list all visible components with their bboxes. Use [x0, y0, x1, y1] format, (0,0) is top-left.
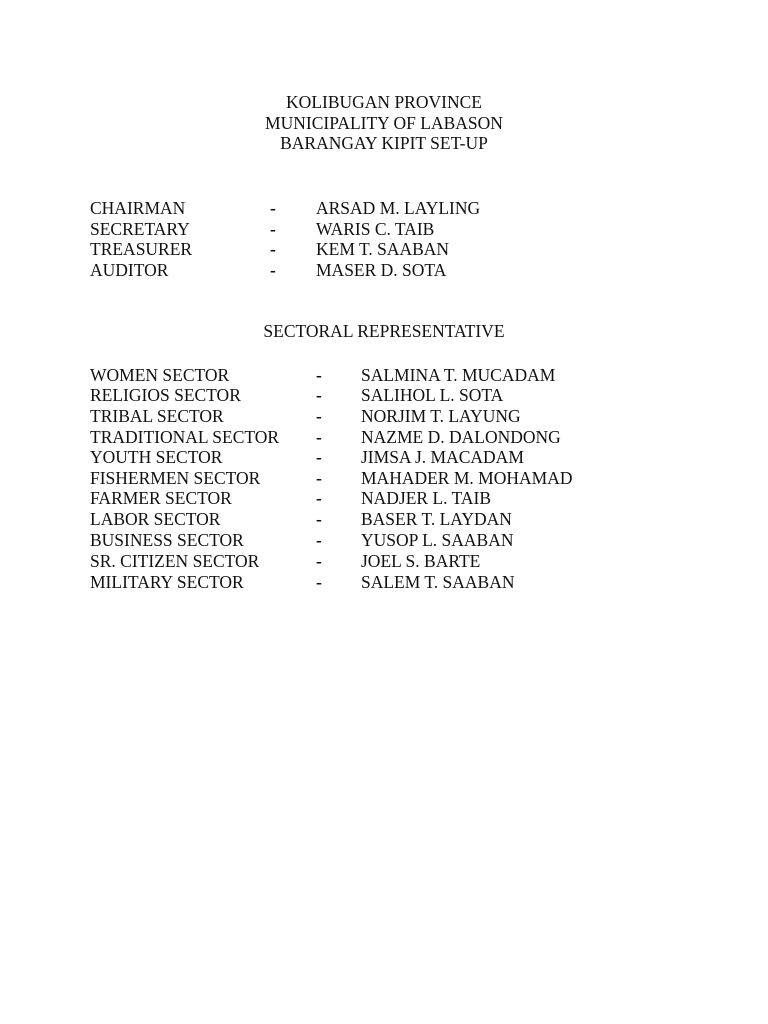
sector-row-tribal	[0, 406, 768, 427]
officer-name: ARSAD M. LAYLING	[316, 198, 481, 218]
representative-name: YUSOP L. SAABAN	[361, 530, 514, 550]
sector-row-youth	[0, 447, 768, 468]
separator-dash: -	[316, 488, 322, 508]
sector-row-business	[0, 530, 768, 551]
sector-row-traditional	[0, 427, 768, 448]
officer-name: KEM T. SAABAN	[316, 239, 450, 259]
separator-dash: -	[270, 198, 276, 218]
barangay-title: BARANGAY KIPIT SET-UP	[280, 133, 488, 154]
document-header	[0, 92, 768, 154]
separator-dash: -	[316, 468, 322, 488]
separator-dash: -	[316, 530, 322, 550]
officer-row-chairman	[0, 198, 768, 219]
officer-role: AUDITOR	[90, 260, 169, 280]
officer-row-auditor	[0, 260, 768, 281]
sector-label: TRIBAL SECTOR	[90, 406, 224, 426]
sector-label: TRADITIONAL SECTOR	[90, 427, 280, 447]
sector-row-farmer	[0, 488, 768, 509]
representative-name: SALEM T. SAABAN	[361, 572, 515, 592]
municipality-title: MUNICIPALITY OF LABASON	[265, 112, 503, 133]
sector-row-sr-citizen	[0, 551, 768, 572]
sector-label: MILITARY SECTOR	[90, 572, 244, 592]
representative-name: SALMINA T. MUCADAM	[361, 365, 556, 385]
representative-name: BASER T. LAYDAN	[361, 509, 512, 529]
province-title: KOLIBUGAN PROVINCE	[286, 92, 482, 112]
separator-dash: -	[316, 509, 322, 529]
representative-name: NORJIM T. LAYUNG	[361, 406, 521, 426]
separator-dash: -	[270, 260, 276, 280]
separator-dash: -	[316, 406, 322, 426]
sector-label: FISHERMEN SECTOR	[90, 468, 261, 488]
representative-name: NADJER L. TAIB	[361, 488, 492, 508]
sector-row-women	[0, 365, 768, 386]
representative-name: MAHADER M. MOHAMAD	[361, 468, 573, 488]
officer-role: CHAIRMAN	[90, 198, 186, 218]
separator-dash: -	[270, 239, 276, 259]
sector-label: FARMER SECTOR	[90, 488, 232, 508]
representative-name: NAZME D. DALONDONG	[361, 427, 561, 447]
sector-label: WOMEN SECTOR	[90, 365, 230, 385]
sector-row-religios	[0, 385, 768, 406]
officer-name: WARIS C. TAIB	[316, 219, 435, 239]
separator-dash: -	[316, 385, 322, 405]
sector-row-fishermen	[0, 468, 768, 489]
representative-name: JIMSA J. MACADAM	[361, 447, 524, 467]
separator-dash: -	[270, 219, 276, 239]
separator-dash: -	[316, 447, 322, 467]
representative-name: JOEL S. BARTE	[361, 551, 481, 571]
officer-role: SECRETARY	[90, 219, 190, 239]
sector-label: RELIGIOS SECTOR	[90, 385, 241, 405]
officer-name: MASER D. SOTA	[316, 260, 447, 280]
officer-role: TREASURER	[90, 239, 193, 259]
separator-dash: -	[316, 572, 322, 592]
sector-label: BUSINESS SECTOR	[90, 530, 244, 550]
sector-row-military	[0, 572, 768, 593]
officer-row-secretary	[0, 219, 768, 240]
sector-label: YOUTH SECTOR	[90, 447, 223, 467]
sectoral-section-title: SECTORAL REPRESENTATIVE	[263, 321, 505, 341]
representative-name: SALIHOL L. SOTA	[361, 385, 504, 405]
separator-dash: -	[316, 365, 322, 385]
separator-dash: -	[316, 427, 322, 447]
separator-dash: -	[316, 551, 322, 571]
sector-label: LABOR SECTOR	[90, 509, 221, 529]
officer-row-treasurer	[0, 239, 768, 260]
sector-row-labor	[0, 509, 768, 530]
sector-label: SR. CITIZEN SECTOR	[90, 551, 260, 571]
